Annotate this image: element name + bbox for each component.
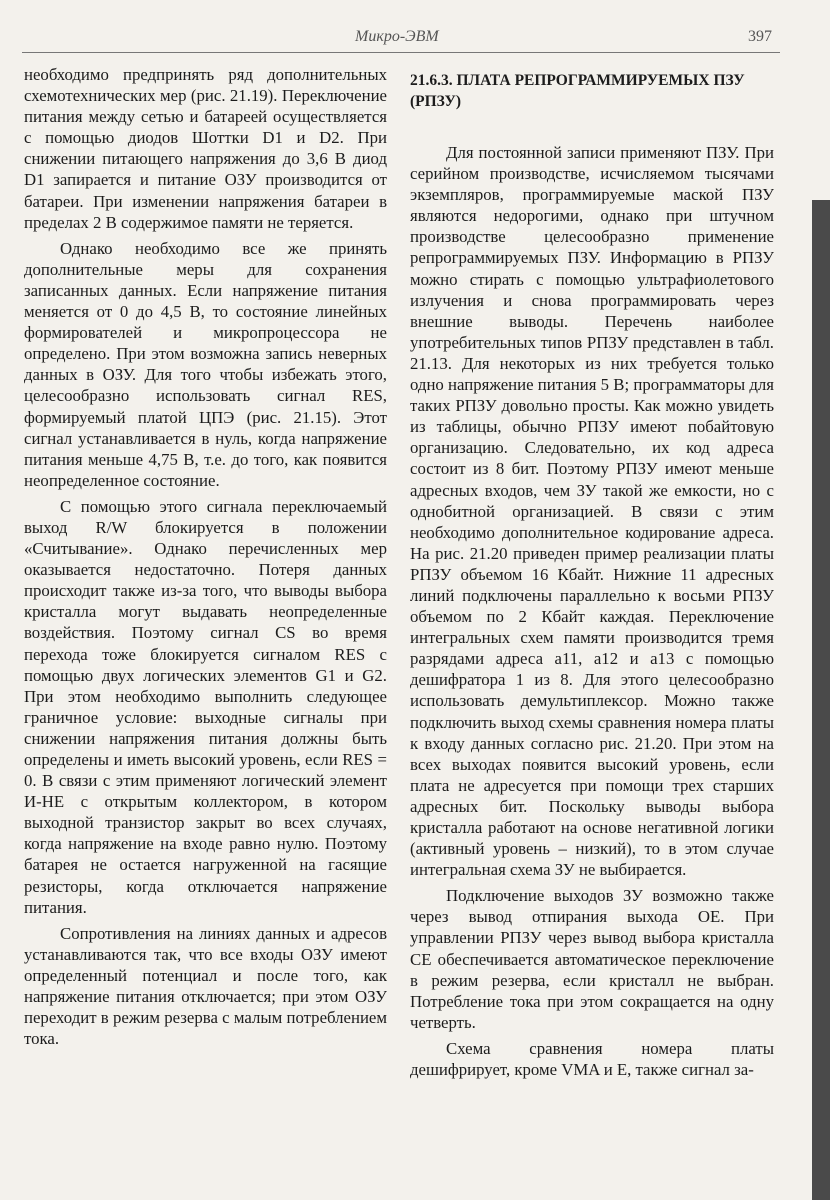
header-rule [22,52,780,53]
paragraph: С помощью этого сигнала переключаемый выход R/W блокируется в положении «Считывание». Однако перечисленных мер оказывается недостаточно. Потеря данных происходит также из-за того, что выводы выбора кристалла могут выдавать неопределенные воздействия. Поэтому сигнал CS во время перехода тоже блокируется сигналом RES с помощью двух логических элементов G1 и G2. При этом необходимо выполнить следующее граничное условие: выходные сигналы при снижении напряжения питания должны быть определены и иметь высокий уровень, если RES = 0. В связи с этим применяют логический элемент И-НЕ с открытым коллектором, в котором выходной транзистор закрыт во всех случаях, когда напряжение на входе равно нулю. Поэтому батарея не остается нагруженной на гасящие резисторы, когда отключается напряжение питания. [24,496,387,917]
page-header [0,28,830,50]
right-column [410,64,774,1085]
paragraph: Схема сравнения номера платы дешифрирует, кроме VMA и E, также сигнал за- [410,1038,774,1080]
left-column [24,64,387,1054]
running-title: Микро-ЭВМ [355,28,439,45]
section-heading: 21.6.3. ПЛАТА РЕПРОГРАММИРУЕМЫХ ПЗУ (РПЗУ) [410,72,745,110]
paragraph: Сопротивления на линиях данных и адресов устанавливаются так, что все входы ОЗУ имеют определенный потенциал и после того, как напряжение питания отключается; при этом ОЗУ переходит в режим резерва с малым потреблением тока. [24,923,387,1049]
paragraph: Подключение выходов ЗУ возможно также через вывод отпирания выхода OE. При управлении РПЗУ через вывод выбора кристалла CE обеспечивается автоматическое переключение в режим резерва, если кристалл не выбран. Потребление тока при этом сокращается на одну четверть. [410,886,774,1032]
page-number: 397 [748,28,772,45]
paragraph: Для постоянной записи применяют ПЗУ. При серийном производстве, исчисляемом тысячами экземпляров, программируемые маской ПЗУ являются недорогими, однако при штучном производстве целесообразно применение репрограммируемых ПЗУ. Информацию в РПЗУ можно стирать с помощью ультрафиолетового излучения и снова программировать через внешние выводы. Перечень наиболее употребительных типов РПЗУ представлен в табл. 21.13. Для некоторых из них требуется только одно напряжение питания 5 В; программаторы для таких РПЗУ довольно просты. Как можно увидеть из таблицы, обычно РПЗУ имеют побайтовую организацию. Следовательно, их код адреса состоит из 8 бит. Поэтому РПЗУ имеют меньше адресных входов, чем ЗУ такой же емкости, но с однобитной организацией. В связи с этим необходимо дополнительное кодирование адреса. На рис. 21.20 приведен пример реализации платы РПЗУ объемом 16 Кбайт. Нижние 11 адресных линий подключены параллельно к восьми РПЗУ объемом по 2 Кбайт каждая. Переключение интегральных схем памяти производится тремя разрядами адреса a11, a12 и a13 с помощью дешифратора 1 из 8. Для этого целесообразно использовать демультиплексор. Можно также подключить выход схемы сравнения номера платы к входу данных согласно рис. 21.20. При этом на всех выходах появится высокий уровень, если плата не адресуется при помощи трех старших адресных бит. Поскольку выводы выбора кристалла работают на основе негативной логики (активный уровень – низкий), то в этом случае интегральная схема ЗУ не выбирается. [410,143,774,880]
scan-edge-shadow [812,200,830,1200]
paragraph: необходимо предпринять ряд дополнительных схемотехнических мер (рис. 21.19). Переключение питания между сетью и батареей осуществляется с помощью диодов Шоттки D1 и D2. При снижении питающего напряжения до 3,6 В диод D1 запирается и питание ОЗУ производится от батареи. При изменении напряжения батареи в пределах 2 В содержимое памяти не теряется. [24,65,387,232]
paragraph: Однако необходимо все же принять дополнительные меры для сохранения записанных данных. Если напряжение питания меняется от 0 до 4,5 В, то состояние линейных формирователей и микропроцессора не определено. При этом возможна запись неверных данных в ОЗУ. Для того чтобы избежать этого, целесообразно использовать сигнал RES, формируемый платой ЦПЭ (рис. 21.15). Этот сигнал устанавливается в нуль, когда напряжение питания меньше 4,75 В, т.е. до того, как появится неопределенное состояние. [24,238,387,490]
